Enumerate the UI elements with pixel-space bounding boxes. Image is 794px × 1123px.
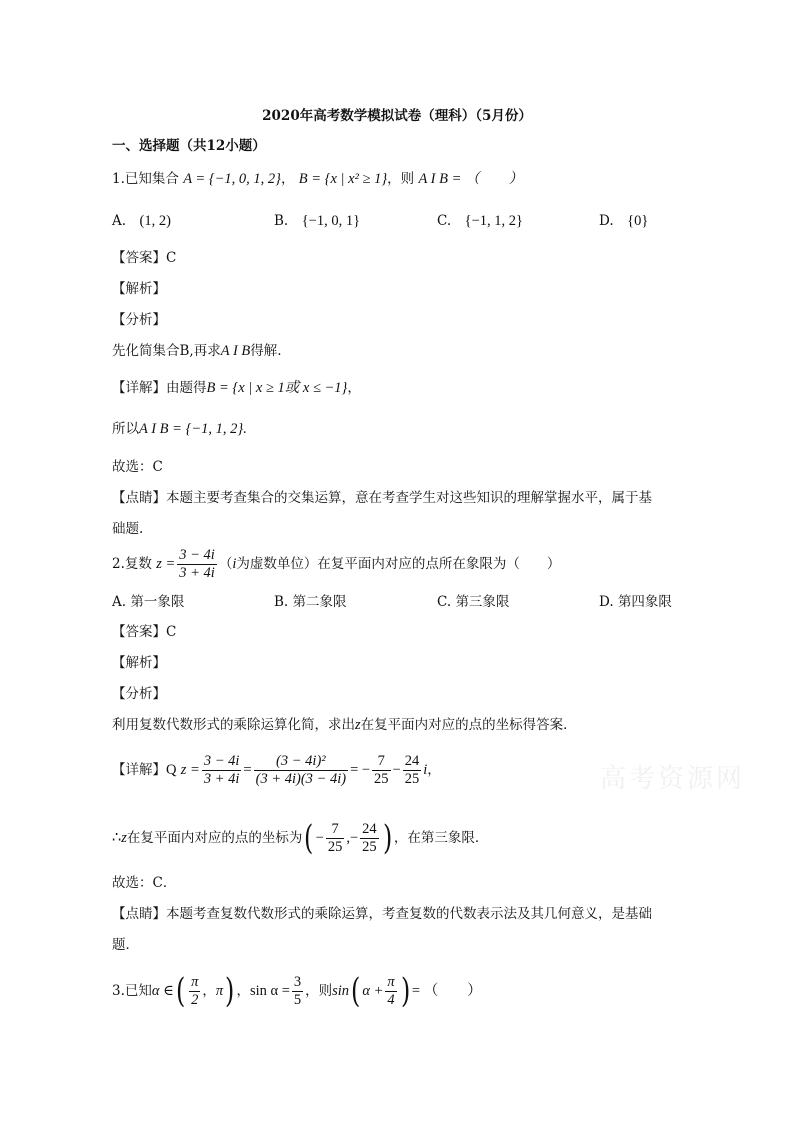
q1-option-c[interactable]: C. {−1, 1, 2}	[437, 213, 523, 229]
q2-analysis-label: 【解析】	[112, 655, 166, 671]
q1-so: 所以A I B = {−1, 1, 2}.	[112, 421, 247, 437]
q1-fenxi-label: 【分析】	[112, 312, 166, 328]
q2-fraction: $\frac{3 - 4i}{3 + 4i}$	[179, 546, 215, 581]
q1-detail: 【详解】由题得B = {x | x ≥ 1或 x ≤ −1}，	[112, 380, 361, 396]
q2-option-d[interactable]: D. 第四象限	[599, 594, 672, 610]
q1-dianjing: 【点睛】本题主要考查集合的交集运算，意在考查学生对这些知识的理解掌握水平，属于基	[112, 490, 652, 506]
q2-detail-frac-1: $\frac{3 - 4i}{3 + 4i}$	[203, 752, 240, 787]
question-3-stem: 3. 已知 α ∈ ( $\frac{\pi}{2}$ ， π ) ， sin α = $\frac{3}{5}$ ，则 sin ( α + $\frac{\pi}{4}$ ) = （ ）	[112, 971, 482, 1011]
q2-option-c[interactable]: C. 第三象限	[437, 594, 510, 610]
watermark: 高考资源网	[600, 764, 746, 794]
q2-dianjing: 【点睛】本题考查复数代数形式的乘除运算，考查复数的代数表示法及其几何意义，是基础	[112, 906, 652, 922]
q2-detail-frac-2: $\frac{\text{(3 − 4i)²}}{(3 + 4i)(3 - 4i)}$	[255, 752, 347, 787]
q2-detail-frac-4: $\frac{24}{25}$	[404, 752, 420, 787]
section-heading: 一、选择题（共12小题）	[112, 138, 266, 154]
q3-frac-1: $\frac{\pi}{2}$	[191, 973, 199, 1008]
q2-choose: 故选：C．	[112, 875, 177, 891]
q2-therefore: ∴ z 在复平面内对应的点的坐标为 ( − $\frac{7}{25}$ ,− $\frac{24}{25}$ ) ，在第三象限．	[112, 818, 489, 858]
q2-coord-frac-1: $\frac{7}{25}$	[327, 820, 343, 855]
question-2-stem: 2. 复数 z = $\frac{3 - 4i}{3 + 4i}$ （ i 为虚数单位）在复平面内对应的点所在象限为（ ）	[112, 546, 561, 581]
q2-option-a[interactable]: A. 第一象限	[112, 594, 185, 610]
q1-option-b[interactable]: B. {−1, 0, 1}	[274, 213, 361, 229]
q3-frac-3: $\frac{\pi}{4}$	[387, 973, 395, 1008]
q1-choose: 故选：C	[112, 459, 163, 475]
q2-answer: 【答案】C	[112, 624, 177, 640]
q1-answer: 【答案】C	[112, 250, 177, 266]
q2-option-b[interactable]: B. 第二象限	[274, 594, 347, 610]
question-1-stem: 1.已知集合 A = {−1, 0, 1, 2}， B = {x | x² ≥ 1}，则 A I B = （ ）	[112, 171, 524, 187]
q1-option-a[interactable]: A. (1, 2)	[112, 213, 171, 229]
q1-fenxi-text: 先化简集合B,再求A I B得解.	[112, 343, 282, 359]
q2-fenxi-label: 【分析】	[112, 686, 166, 702]
q1-dianjing-cont: 础题.	[112, 521, 144, 537]
q1-analysis-label: 【解析】	[112, 281, 166, 297]
q2-coord-frac-2: $\frac{24}{25}$	[362, 820, 377, 855]
q2-dianjing-cont: 题．	[112, 937, 139, 953]
q2-detail: 【详解】 Q z = $\frac{3 - 4i}{3 + 4i}$ = $\frac{\text{(3 − 4i)²}}{(3 + 4i)(3 - 4i)}$ = − $\frac{7}{25}$ − $\frac{24}{25}$ i ，	[112, 752, 441, 787]
q2-detail-frac-3: $\frac{7}{25}$	[374, 752, 389, 787]
q2-fenxi-text: 利用复数代数形式的乘除运算化简，求出z在复平面内对应的点的坐标得答案．	[112, 717, 577, 733]
page-title: 2020年高考数学模拟试卷（理科）（5月份）	[262, 108, 532, 124]
q1-option-d[interactable]: D. {0}	[599, 213, 649, 229]
q3-frac-2: $\frac{3}{5}$	[293, 973, 302, 1008]
